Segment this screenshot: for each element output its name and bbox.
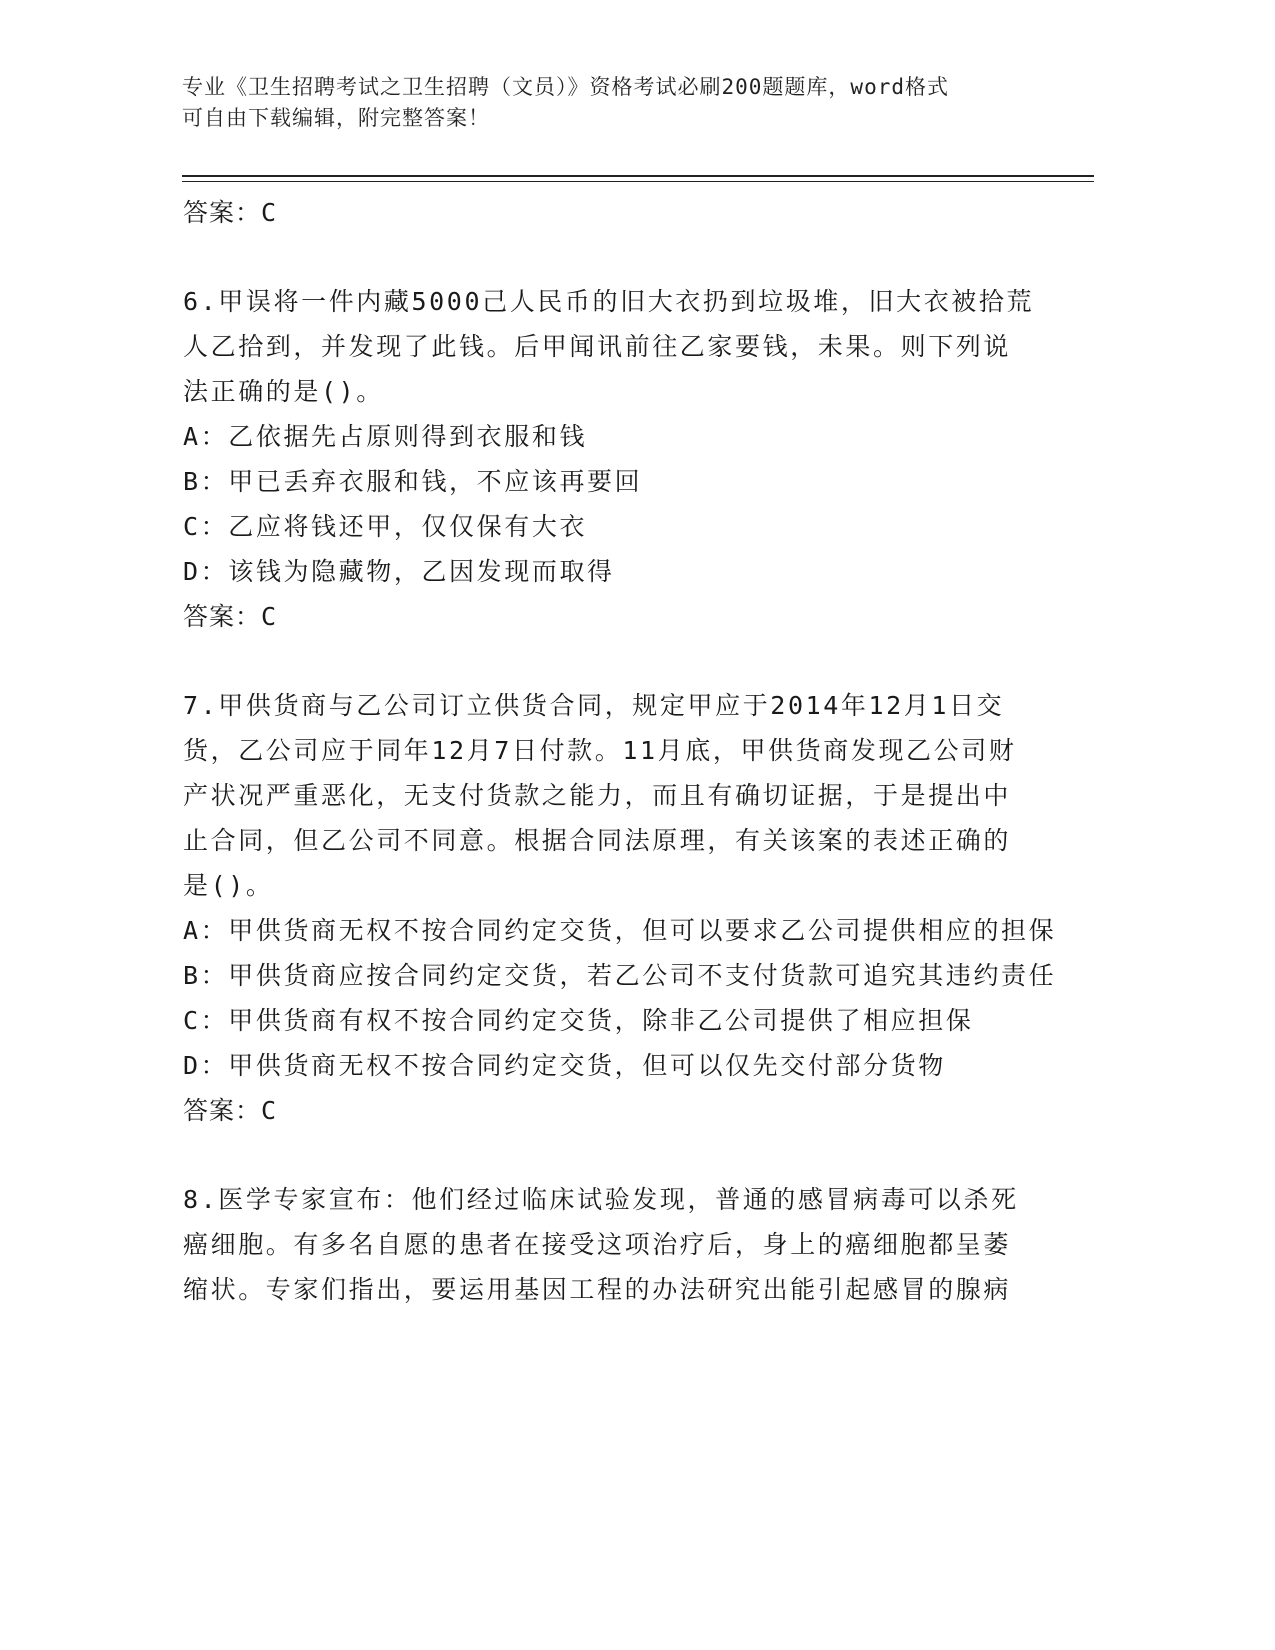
option-c: C：乙应将钱还甲，仅仅保有大衣 [183,512,588,541]
question-stem-line: 货，乙公司应于同年12月7日付款。11月底，甲供货商发现乙公司财 [183,736,1017,765]
document-body [183,190,1083,1312]
question-stem-line: 6.甲误将一件内藏5000己人民币的旧大衣扔到垃圾堆，旧大衣被拾荒 [183,287,1035,316]
document-header [182,72,1062,134]
question-stem-line: 法正确的是()。 [183,377,384,406]
question-stem-line: 7.甲供货商与乙公司订立供货合同，规定甲应于2014年12月1日交 [183,691,1005,720]
question-stem-line: 癌细胞。有多名自愿的患者在接受这项治疗后，身上的癌细胞都呈萎 [183,1230,1012,1259]
question-6 [183,279,1083,639]
option-d: D：该钱为隐藏物，乙因发现而取得 [183,557,615,586]
question-stem-line: 止合同，但乙公司不同意。根据合同法原理，有关该案的表述正确的 [183,826,1012,855]
question-7 [183,683,1083,1133]
question-stem-line: 产状况严重恶化，无支付货款之能力，而且有确切证据，于是提出中 [183,781,1012,810]
spacer [183,235,1083,279]
option-d: D：甲供货商无权不按合同约定交货，但可以仅先交付部分货物 [183,1051,946,1080]
answer-line: 答案：C [183,198,278,227]
question-stem-line: 缩状。专家们指出，要运用基因工程的办法研究出能引起感冒的腺病 [183,1275,1012,1304]
header-line-2: 可自由下载编辑，附完整答案！ [182,106,490,130]
question-8 [183,1177,1083,1312]
option-b: B：甲已丢弃衣服和钱，不应该再要回 [183,467,643,496]
spacer [183,639,1083,683]
question-stem-line: 8.医学专家宣布：他们经过临床试验发现，普通的感冒病毒可以杀死 [183,1185,1019,1214]
option-a: A：甲供货商无权不按合同约定交货，但可以要求乙公司提供相应的担保 [183,916,1057,945]
header-rule-thin [182,181,1094,182]
question-stem-line: 人乙拾到，并发现了此钱。后甲闻讯前往乙家要钱，未果。则下列说 [183,332,1012,361]
header-rule-thick [182,175,1094,177]
option-c: C：甲供货商有权不按合同约定交货，除非乙公司提供了相应担保 [183,1006,974,1035]
answer-line: 答案：C [183,1096,278,1125]
question-stem-line: 是()。 [183,871,274,900]
answer-line: 答案：C [183,602,278,631]
header-line-1: 专业《卫生招聘考试之卫生招聘（文员）》资格考试必刷200题题库，word格式 [182,75,949,99]
option-a: A：乙依据先占原则得到衣服和钱 [183,422,588,451]
spacer [183,1133,1083,1177]
option-b: B：甲供货商应按合同约定交货，若乙公司不支付货款可追究其违约责任 [183,961,1057,990]
